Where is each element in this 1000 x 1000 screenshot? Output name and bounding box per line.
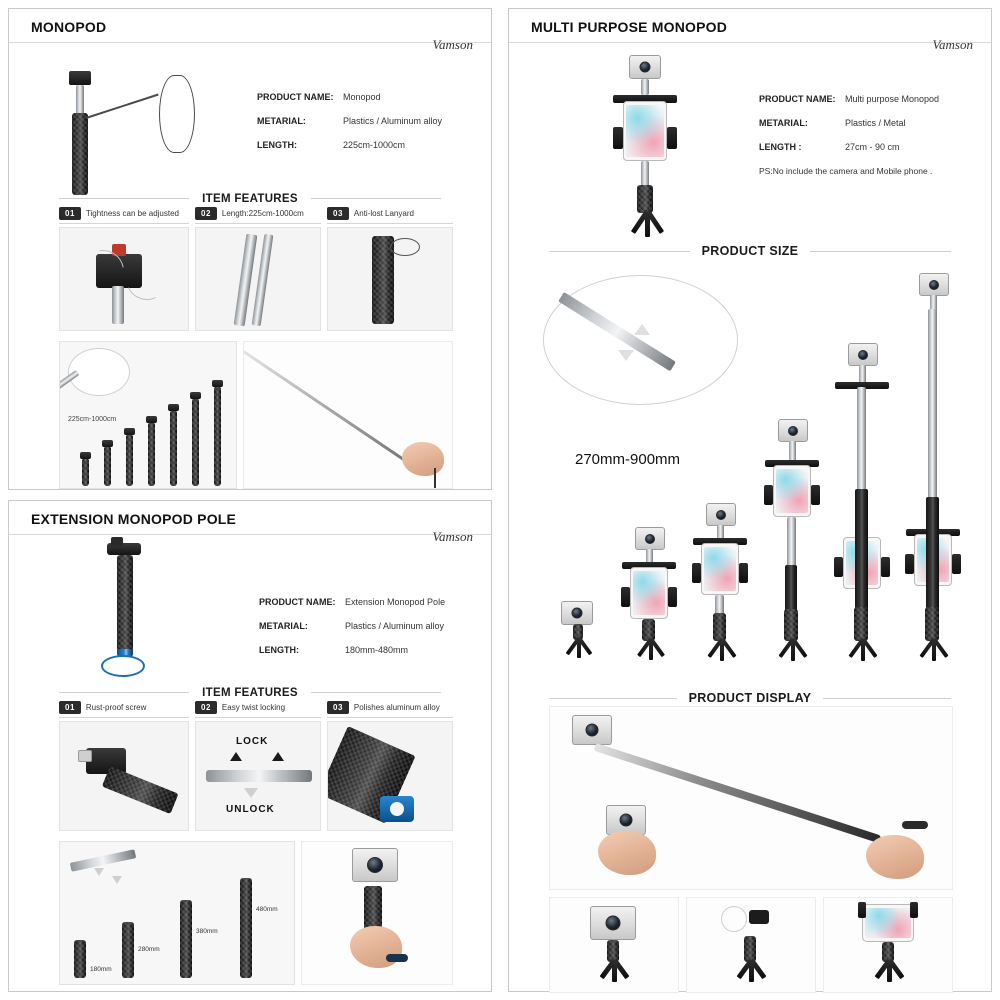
phone-mock xyxy=(773,465,811,517)
pole-top xyxy=(789,441,796,461)
screw-mount-icon xyxy=(111,537,123,546)
feature-image-twist-lock xyxy=(195,721,321,831)
feature-image-screw xyxy=(59,721,189,831)
section-title: ITEM FEATURES xyxy=(190,193,310,205)
step-head xyxy=(190,392,201,399)
feature-label: Anti-lost Lanyard xyxy=(353,209,414,218)
clamp-jaw-right xyxy=(668,587,677,607)
feature-badge-3 xyxy=(327,207,453,224)
ring-icon xyxy=(721,906,747,932)
feature-badge-2 xyxy=(195,701,321,718)
arrow-down-icon xyxy=(244,788,258,798)
camera-lens-icon xyxy=(606,916,621,931)
display-photo-main xyxy=(549,706,953,890)
phone-screen xyxy=(626,105,664,157)
arrow-up-icon xyxy=(272,752,284,761)
tripod-base xyxy=(609,211,685,239)
camera-lens-icon xyxy=(858,350,868,360)
spec-row xyxy=(257,116,477,126)
pole-top xyxy=(717,525,724,539)
section-title: ITEM FEATURES xyxy=(190,687,310,699)
size-step-7 xyxy=(214,386,221,486)
monopod-spec-table xyxy=(257,92,477,164)
phone-mock xyxy=(701,543,739,595)
unlock-label: UNLOCK xyxy=(226,804,275,815)
phone-mock-landscape xyxy=(862,904,914,942)
camera-lens-icon xyxy=(929,280,939,290)
grip-handle xyxy=(72,113,88,195)
clamp-jaw-right xyxy=(811,485,820,505)
spec-value: 225cm-1000cm xyxy=(343,140,406,150)
size-step-4 xyxy=(148,422,155,486)
strap-hole-icon xyxy=(390,802,404,816)
step-head xyxy=(124,428,135,435)
spec-row xyxy=(257,140,477,150)
arrow-up-icon xyxy=(634,324,650,335)
gopro-camera-icon xyxy=(919,273,949,296)
spec-value: Monopod xyxy=(343,92,381,102)
panel-extension-header xyxy=(9,501,491,535)
clamp-jaw-right xyxy=(739,563,748,583)
step-head xyxy=(168,404,179,411)
extension-pole-body xyxy=(117,555,133,651)
lanyard-strap xyxy=(86,94,159,119)
size-step-3 xyxy=(126,434,133,486)
step-head xyxy=(102,440,113,447)
wrist-band xyxy=(386,954,408,962)
pole-top xyxy=(641,79,649,95)
feature-label: Polishes aluminum alloy xyxy=(353,703,440,712)
brand-logo-multipurpose: Vamson xyxy=(932,37,973,52)
grip-handle xyxy=(925,607,939,641)
size-chart-extension xyxy=(59,841,295,985)
display-photo-2 xyxy=(686,897,816,993)
grip-handle xyxy=(713,613,726,641)
clamp-jaw-right xyxy=(667,127,677,149)
tripod-base xyxy=(837,639,889,661)
lanyard-loop-icon xyxy=(159,75,195,153)
spec-row xyxy=(259,597,479,607)
clamp-jaw-right xyxy=(952,554,961,574)
mount-head-icon xyxy=(69,71,91,85)
spec-key: METARIAL: xyxy=(259,621,308,631)
extended-monopod-diagonal xyxy=(243,346,417,469)
size-chart-monopod xyxy=(59,341,237,489)
feature-badge-1 xyxy=(59,701,189,718)
pole-extended-2 xyxy=(785,565,797,611)
dim-label-480: 480mm xyxy=(256,906,278,913)
camera-lens-icon xyxy=(572,608,583,619)
spec-value: Plastics / Metal xyxy=(845,118,906,128)
pole-top xyxy=(859,365,866,383)
spec-row xyxy=(259,621,479,631)
twist-lock-pole xyxy=(206,770,312,782)
divider-left xyxy=(59,198,189,199)
spec-row xyxy=(759,142,984,152)
feature-number: 03 xyxy=(327,701,349,714)
divider-left xyxy=(549,698,694,699)
clamp-jaw-right xyxy=(910,902,918,918)
pole-stub xyxy=(112,286,124,324)
camera-lens-icon xyxy=(716,510,726,520)
pole-top xyxy=(646,549,653,563)
grip-closeup xyxy=(102,766,179,814)
brand-logo-monopod: Vamson xyxy=(432,37,473,52)
feature-number: 02 xyxy=(195,207,217,220)
spec-key: LENGTH: xyxy=(259,645,299,655)
camera-lens-icon xyxy=(788,426,798,436)
clamp-jaw-right xyxy=(881,557,890,577)
step-head xyxy=(146,416,157,423)
camera-lens-icon xyxy=(620,814,633,827)
panel-monopod-title: MONOPOD xyxy=(31,19,107,35)
size-step-1 xyxy=(82,458,89,486)
spec-row xyxy=(759,94,984,104)
extension-spec-table xyxy=(259,597,479,669)
divider-right xyxy=(311,692,441,693)
step-head xyxy=(212,380,223,387)
display-photo-1 xyxy=(549,897,679,993)
multipurpose-spec-table xyxy=(759,94,984,176)
spec-value: Plastics / Aluminum alloy xyxy=(343,116,443,126)
pole-extended-1 xyxy=(928,309,937,499)
size-step-180 xyxy=(74,940,86,978)
tripod-base xyxy=(767,639,819,661)
rust-proof-screw-icon xyxy=(78,750,92,762)
clamp-jaw-left xyxy=(905,554,914,574)
gopro-camera-icon xyxy=(561,601,593,625)
clamp-jaw-left xyxy=(692,563,701,583)
feature-image-tightness xyxy=(59,227,189,331)
spec-row xyxy=(759,118,984,128)
pole-extended-1 xyxy=(857,387,866,491)
divider-left xyxy=(549,251,704,252)
spec-key: PRODUCT NAME: xyxy=(257,92,334,102)
feature-number: 01 xyxy=(59,701,81,714)
gopro-camera-icon xyxy=(848,343,878,366)
size-step-6 xyxy=(192,398,199,486)
panel-multi-purpose-monopod xyxy=(508,8,992,992)
size-caption: 225cm-1000cm xyxy=(68,416,117,423)
camera-lens-icon xyxy=(640,62,651,73)
hand-right xyxy=(866,835,924,879)
monopod-section-item-features xyxy=(9,189,491,207)
pole-extended-2 xyxy=(855,489,868,611)
feature-number: 02 xyxy=(195,701,217,714)
size-step-480 xyxy=(240,878,252,978)
tripod-base xyxy=(588,960,640,984)
divider-right xyxy=(796,251,951,252)
pole-extended-1 xyxy=(787,517,796,567)
pole-extended-1 xyxy=(715,595,724,615)
gopro-camera-icon xyxy=(629,55,661,79)
clamp-jaw-left xyxy=(613,127,623,149)
tripod-base xyxy=(553,638,605,660)
divider-right xyxy=(806,698,951,699)
wrist-band xyxy=(902,821,928,829)
tripod-base xyxy=(725,960,777,984)
spec-row xyxy=(257,92,477,102)
feature-badge-3 xyxy=(327,701,453,718)
extension-section-item-features xyxy=(9,683,491,701)
phone-screen xyxy=(776,469,808,513)
step-head xyxy=(80,452,91,459)
pole-segment-upper xyxy=(76,85,84,115)
feature-badge-1 xyxy=(59,207,189,224)
gopro-camera-icon xyxy=(572,715,612,745)
arrow-down-icon xyxy=(112,876,122,884)
gopro-camera-icon xyxy=(706,503,736,526)
mount-adapter-icon xyxy=(749,910,769,924)
lifestyle-photo-extension xyxy=(301,841,453,985)
camera-lens-icon xyxy=(367,857,383,873)
lock-label: LOCK xyxy=(236,736,269,747)
gopro-camera-icon xyxy=(635,527,665,550)
size-step-280 xyxy=(122,922,134,978)
divider-left xyxy=(59,692,189,693)
spec-value: 27cm - 90 cm xyxy=(845,142,900,152)
spec-key: METARIAL: xyxy=(257,116,306,126)
spec-key: PRODUCT NAME: xyxy=(759,94,836,104)
phone-mock xyxy=(630,567,668,619)
size-step-5 xyxy=(170,410,177,486)
divider-right xyxy=(311,198,441,199)
arrow-up-icon xyxy=(230,752,242,761)
tripod-base xyxy=(625,639,677,661)
section-product-size xyxy=(509,242,991,260)
dim-label-180: 180mm xyxy=(90,966,112,973)
clamp-jaw-left xyxy=(834,557,843,577)
spec-key: PRODUCT NAME: xyxy=(259,597,336,607)
dim-label-280: 280mm xyxy=(138,946,160,953)
spec-value: Plastics / Aluminum alloy xyxy=(345,621,445,631)
size-caption: 270mm-900mm xyxy=(575,451,681,468)
arrow-down-icon xyxy=(94,868,104,876)
pole-extended-2 xyxy=(926,497,939,611)
feature-label: Rust-proof screw xyxy=(85,703,147,712)
grip-handle xyxy=(784,609,798,641)
clamp-jaw-left xyxy=(621,587,630,607)
grip-handle xyxy=(854,607,868,641)
lanyard-loop-closeup xyxy=(390,238,420,256)
feature-label: Length:225cm-1000cm xyxy=(221,209,304,218)
feature-image-aluminum xyxy=(327,721,453,831)
phone-screen xyxy=(865,908,911,938)
size-step-2 xyxy=(104,446,111,486)
spec-key: LENGTH : xyxy=(759,142,802,152)
tripod-base xyxy=(908,639,960,661)
feature-badge-2 xyxy=(195,207,321,224)
gopro-camera-icon xyxy=(778,419,808,442)
phone-screen xyxy=(633,571,665,615)
phone-screen xyxy=(704,547,736,591)
section-product-display xyxy=(509,689,991,707)
camera-lens-icon xyxy=(586,724,599,737)
feature-label: Tightness can be adjusted xyxy=(85,209,180,218)
spec-note: PS:No include the camera and Mobile phone . xyxy=(759,166,933,176)
camera-lens-icon xyxy=(645,534,655,544)
lifestyle-photo-monopod xyxy=(243,341,453,489)
wrist-strap-loop xyxy=(101,655,145,677)
dim-label-380: 380mm xyxy=(196,928,218,935)
tripod-base xyxy=(863,960,915,984)
size-zoom-bubble xyxy=(543,275,738,405)
size-step-380 xyxy=(180,900,192,978)
pole-mid xyxy=(641,161,649,187)
panel-extension-monopod-pole xyxy=(8,500,492,992)
feature-number: 03 xyxy=(327,207,349,220)
spec-key: METARIAL: xyxy=(759,118,808,128)
section-title: PRODUCT DISPLAY xyxy=(677,691,824,705)
phone-mock xyxy=(623,101,667,161)
arrow-down-icon xyxy=(618,350,634,361)
gopro-camera-icon xyxy=(352,848,398,882)
panel-monopod-header xyxy=(9,9,491,43)
feature-label: Easy twist locking xyxy=(221,703,286,712)
section-title: PRODUCT SIZE xyxy=(690,244,811,258)
feature-image-length xyxy=(195,227,321,331)
tripod-base xyxy=(696,639,748,661)
spec-value: 180mm-480mm xyxy=(345,645,409,655)
gopro-camera-icon xyxy=(590,906,636,940)
spec-key: LENGTH: xyxy=(257,140,297,150)
panel-monopod xyxy=(8,8,492,490)
hand-holding xyxy=(402,442,444,476)
spec-value: Extension Monopod Pole xyxy=(345,597,446,607)
panel-multipurpose-title: MULTI PURPOSE MONOPOD xyxy=(531,19,728,35)
panel-extension-title: EXTENSION MONOPOD POLE xyxy=(31,511,237,527)
wrist-strap xyxy=(434,468,436,489)
clamp-jaw-left xyxy=(764,485,773,505)
brand-logo-extension: Vamson xyxy=(432,529,473,544)
display-photo-3 xyxy=(823,897,953,993)
feature-image-lanyard xyxy=(327,227,453,331)
panel-multipurpose-header xyxy=(509,9,991,43)
feature-number: 01 xyxy=(59,207,81,220)
hand-left xyxy=(598,831,656,875)
spec-value: Multi purpose Monopod xyxy=(845,94,940,104)
clamp-jaw-left xyxy=(858,902,866,918)
spec-row xyxy=(259,645,479,655)
